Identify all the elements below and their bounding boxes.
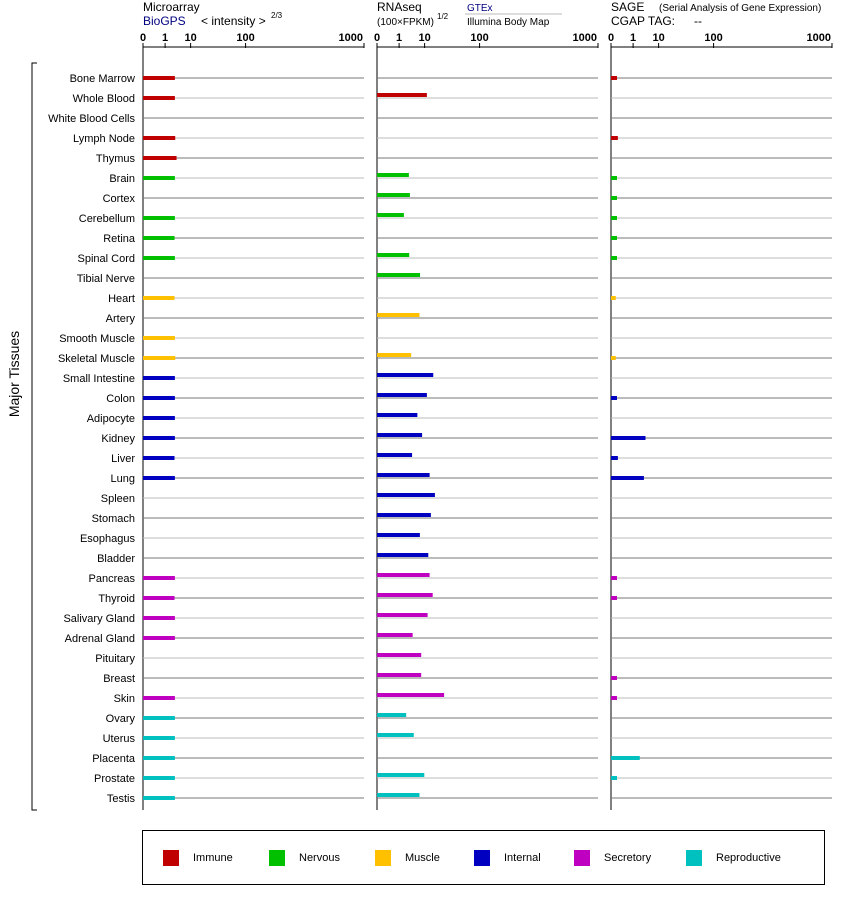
tissue-label: Lymph Node <box>73 133 135 145</box>
tissue-label: Small Intestine <box>62 373 135 385</box>
legend-swatch <box>269 850 285 866</box>
group-label: Major Tissues <box>6 330 22 418</box>
panel-microarray <box>140 32 364 810</box>
tick-label: 10 <box>652 32 665 44</box>
bar-pancreas <box>377 573 430 577</box>
legend-swatch <box>163 850 179 866</box>
tissue-label: Retina <box>103 233 135 245</box>
tissue-label: Kidney <box>101 433 135 445</box>
tissue-label: Artery <box>105 313 135 325</box>
bar-pituitary <box>377 653 421 657</box>
sage-tag-label: CGAP TAG: <box>611 14 676 28</box>
bar-brain <box>611 176 617 180</box>
legend-item-nervous <box>269 849 340 867</box>
tissue-label: Bone Marrow <box>69 73 135 85</box>
rnaseq-exponent: 1/2 <box>437 12 449 21</box>
tissue-label: Skin <box>113 693 135 705</box>
bar-smooth-muscle <box>143 336 175 340</box>
microarray-source: BioGPS <box>143 14 186 28</box>
rnaseq-source-gtex: GTEx <box>467 3 493 14</box>
bar-lymph-node <box>143 136 175 140</box>
tissue-label: Ovary <box>105 713 135 725</box>
bar-liver <box>377 453 412 457</box>
bar-skin <box>611 696 617 700</box>
legend-label: Nervous <box>299 852 340 864</box>
legend-swatch <box>474 850 490 866</box>
sage-subtitle: (Serial Analysis of Gene Expression) <box>659 3 822 14</box>
legend-label: Immune <box>193 852 233 864</box>
bar-cerebellum <box>377 213 404 217</box>
group-bracket <box>6 63 37 810</box>
bar-kidney <box>143 436 175 440</box>
bar-brain <box>377 173 409 177</box>
tissue-label: White Blood Cells <box>48 113 135 125</box>
bar-whole-blood <box>143 96 175 100</box>
bar-uterus <box>377 733 414 737</box>
legend-item-internal <box>474 849 541 867</box>
bar-adrenal-gland <box>377 633 413 637</box>
bar-small-intestine <box>377 373 433 377</box>
bar-skin <box>377 693 444 697</box>
bar-skin <box>143 696 175 700</box>
tick-label: 100 <box>704 32 723 44</box>
bar-colon <box>611 396 617 400</box>
legend-label: Muscle <box>405 852 440 864</box>
bar-breast <box>611 676 617 680</box>
tick-label: 1 <box>630 32 637 44</box>
bar-kidney <box>611 436 645 440</box>
tick-label: 0 <box>139 32 147 44</box>
bar-skeletal-muscle <box>143 356 175 360</box>
bar-adipocyte <box>377 413 417 417</box>
bar-pancreas <box>143 576 175 580</box>
bar-liver <box>611 456 618 460</box>
bar-colon <box>377 393 427 397</box>
tissue-label: Lung <box>110 473 135 485</box>
bar-tibial-nerve <box>377 273 420 277</box>
legend-label: Secretory <box>604 852 652 864</box>
microarray-exponent: 2/3 <box>271 11 283 20</box>
panel-sage <box>608 32 832 810</box>
tissue-label: Esophagus <box>79 533 135 545</box>
bar-salivary-gland <box>377 613 428 617</box>
bar-prostate <box>143 776 175 780</box>
bar-testis <box>377 793 419 797</box>
bar-bladder <box>377 553 428 557</box>
bar-breast <box>377 673 421 677</box>
bar-skeletal-muscle <box>377 353 411 357</box>
sage-header <box>611 0 821 28</box>
bar-thymus <box>143 156 177 160</box>
bar-lymph-node <box>611 136 618 140</box>
tissue-label: Salivary Gland <box>63 613 135 625</box>
bar-bone-marrow <box>611 76 617 80</box>
legend-item-immune <box>163 849 233 867</box>
sage-tag-value: -- <box>694 14 702 28</box>
bar-prostate <box>377 773 424 777</box>
bar-spinal-cord <box>143 256 175 260</box>
bar-lung <box>377 473 430 477</box>
tissue-label: Brain <box>109 173 135 185</box>
microarray-measure: < intensity > <box>201 14 266 28</box>
tissue-label: Stomach <box>91 513 135 525</box>
bar-bone-marrow <box>143 76 175 80</box>
tissue-label: Prostate <box>94 773 135 785</box>
tissue-label: Skeletal Muscle <box>57 353 135 365</box>
tissue-label: Colon <box>106 393 135 405</box>
rnaseq-title: RNAseq <box>377 0 422 14</box>
legend-item-muscle <box>375 849 440 867</box>
bar-adrenal-gland <box>143 636 175 640</box>
rnaseq-header <box>377 0 562 28</box>
bar-thyroid <box>377 593 433 597</box>
bar-ovary <box>143 716 175 720</box>
tick-label: 0 <box>607 32 615 44</box>
bar-testis <box>143 796 175 800</box>
tissue-label: Adipocyte <box>86 413 135 425</box>
tissue-label: Uterus <box>102 733 135 745</box>
bar-cortex <box>377 193 410 197</box>
legend-label: Reproductive <box>716 852 781 864</box>
bar-skeletal-muscle <box>611 356 616 360</box>
tissue-label: Heart <box>108 293 135 305</box>
tick-label: 1 <box>162 32 169 44</box>
bar-cortex <box>611 196 617 200</box>
bar-cerebellum <box>611 216 617 220</box>
tick-label: 1 <box>396 32 403 44</box>
bar-brain <box>143 176 175 180</box>
tissue-label: Thyroid <box>98 593 135 605</box>
tissue-label: Liver <box>111 453 135 465</box>
tissue-label: Whole Blood <box>72 93 135 105</box>
bar-prostate <box>611 776 617 780</box>
bar-thyroid <box>143 596 175 600</box>
legend-label: Internal <box>504 852 541 864</box>
tissue-label: Pancreas <box>88 573 135 585</box>
bar-retina <box>611 236 617 240</box>
tick-label: 10 <box>418 32 431 44</box>
microarray-title: Microarray <box>143 0 200 14</box>
rnaseq-source-ibm: Illumina Body Map <box>467 17 550 28</box>
legend-item-secretory <box>574 849 651 867</box>
tick-label: 1000 <box>806 32 831 44</box>
bar-ovary <box>377 713 406 717</box>
legend-swatch <box>574 850 590 866</box>
tick-label: 100 <box>470 32 489 44</box>
tissue-label: Pituitary <box>95 653 135 665</box>
bar-pancreas <box>611 576 617 580</box>
bar-lung <box>143 476 175 480</box>
tissue-label: Adrenal Gland <box>64 633 135 645</box>
bar-placenta <box>143 756 175 760</box>
bar-heart <box>143 296 175 300</box>
bar-thyroid <box>611 596 617 600</box>
legend <box>142 830 825 885</box>
legend-item-reproductive <box>686 849 781 867</box>
tissue-label: Thymus <box>95 153 135 165</box>
bar-esophagus <box>377 533 420 537</box>
microarray-header <box>143 0 283 28</box>
bar-small-intestine <box>143 376 175 380</box>
tissue-label: Testis <box>106 793 135 805</box>
tissue-label: Spleen <box>100 493 135 505</box>
bar-liver <box>143 456 175 460</box>
bar-stomach <box>377 513 431 517</box>
tissue-label: Bladder <box>97 553 135 565</box>
tick-label: 0 <box>373 32 381 44</box>
bar-adipocyte <box>143 416 175 420</box>
bar-uterus <box>143 736 175 740</box>
bar-spinal-cord <box>377 253 409 257</box>
bar-placenta <box>611 756 640 760</box>
tick-label: 1000 <box>338 32 363 44</box>
tissue-label: Cerebellum <box>78 213 135 225</box>
tissue-label: Placenta <box>92 753 135 765</box>
sage-title: SAGE <box>611 0 645 14</box>
tick-label: 100 <box>236 32 255 44</box>
bar-colon <box>143 396 175 400</box>
bar-kidney <box>377 433 422 437</box>
bar-artery <box>377 313 419 317</box>
bar-heart <box>611 296 616 300</box>
panel-rnaseq <box>374 32 598 810</box>
tissue-label: Tibial Nerve <box>76 273 135 285</box>
tissue-label: Smooth Muscle <box>59 333 135 345</box>
rnaseq-measure: (100×FPKM) <box>377 17 434 28</box>
tick-label: 1000 <box>572 32 597 44</box>
bar-cerebellum <box>143 216 175 220</box>
legend-swatch <box>375 850 391 866</box>
bar-spleen <box>377 493 435 497</box>
tick-label: 10 <box>184 32 197 44</box>
bar-whole-blood <box>377 93 427 97</box>
legend-swatch <box>686 850 702 866</box>
bar-retina <box>143 236 175 240</box>
tissue-label: Spinal Cord <box>77 253 135 265</box>
tissue-label: Breast <box>103 673 135 685</box>
bar-salivary-gland <box>143 616 175 620</box>
bar-lung <box>611 476 644 480</box>
tissue-label: Cortex <box>102 193 135 205</box>
bar-spinal-cord <box>611 256 617 260</box>
